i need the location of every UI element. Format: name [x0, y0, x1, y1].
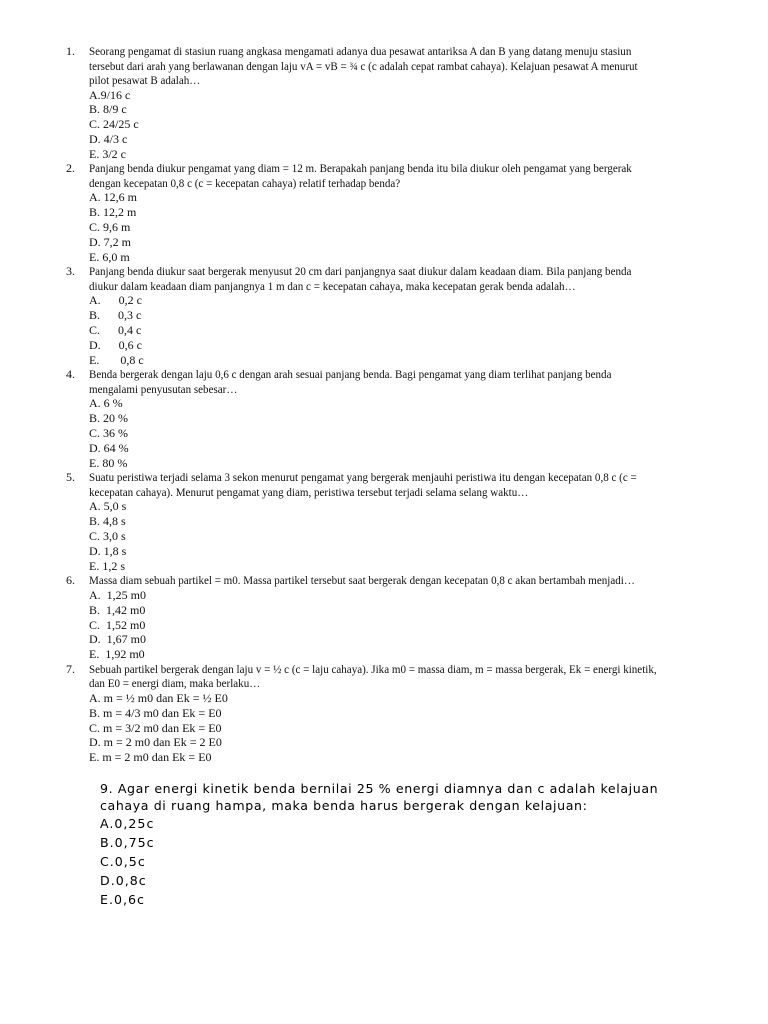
option-c: C. m = 3/2 m0 dan Ek = E0: [89, 720, 222, 735]
option-c: C. 24/25 c: [89, 117, 139, 132]
option-e: E. 6,0 m: [89, 249, 130, 264]
question-1: [0, 44, 768, 161]
option-e: E. 80 %: [89, 455, 128, 470]
option-a: A.0,25c: [100, 816, 155, 831]
question-2: [0, 161, 768, 264]
question-number: 7.: [66, 661, 75, 676]
question-number: 1.: [66, 44, 75, 58]
option-b: B. 0,3 c: [89, 308, 142, 323]
question-7: [0, 662, 768, 765]
answer-options: [89, 293, 768, 367]
option-e: E. m = 2 m0 dan Ek = E0: [89, 750, 212, 765]
option-a: A. 1,25 m0: [89, 587, 146, 602]
option-b: B. 1,42 m0: [89, 602, 146, 617]
question-number: 6.: [66, 573, 75, 588]
question-text: Suatu peristiwa terjadi selama 3 sekon menurut pengamat yang bergerak menjauhi peristiwa itu dengan kecepatan 0,8 c (c = kecepatan cahaya). Menurut pengamat yang diam, peristiwa tersebut terjadi selama selang waktu…: [89, 470, 637, 499]
option-d: D. 1,67 m0: [89, 632, 146, 647]
option-c: C. 1,52 m0: [89, 617, 146, 632]
question-3: [0, 264, 768, 367]
answer-options: [89, 88, 768, 162]
question-4: [0, 367, 768, 470]
option-d: D. 4/3 c: [89, 131, 128, 146]
question-text: Panjang benda diukur saat bergerak menyusut 20 cm dari panjangnya saat diukur dalam keadaan diam. Bila panjang benda diukur dalam keadaan diam panjangnya 1 m dan c = kecepatan cahaya, maka kecepatan gerak benda adalah…: [89, 264, 632, 293]
answer-options: [89, 588, 768, 662]
option-b: B. 8/9 c: [89, 102, 127, 117]
answer-options: [89, 190, 768, 264]
question-text: Panjang benda diukur pengamat yang diam = 12 m. Berapakah panjang benda itu bila diukur oleh pengamat yang bergerak dengan kecepatan 0,8 c (c = kecepatan cahaya) relatif terhadap benda?: [89, 161, 632, 190]
option-c: C. 3,0 s: [89, 529, 126, 544]
option-e: E. 3/2 c: [89, 146, 126, 161]
option-d: D. m = 2 m0 dan Ek = 2 E0: [89, 735, 222, 750]
question-text: Benda bergerak dengan laju 0,6 c dengan arah sesuai panjang benda. Bagi pengamat yang diam terlihat panjang benda mengalami penyusutan sebesar…: [89, 367, 612, 396]
question-list: [0, 44, 768, 765]
answer-options: [100, 814, 720, 909]
option-d: D. 64 %: [89, 440, 129, 455]
option-b: B. m = 4/3 m0 dan Ek = E0: [89, 705, 222, 720]
question-5: [0, 470, 768, 573]
option-a: A. 6 %: [89, 396, 123, 411]
question-text: Seorang pengamat di stasiun ruang angkasa mengamati adanya dua pesawat antariksa A dan B yang datang menuju stasiun tersebut dari arah yang berlawanan dengan laju vA = vB = ¾ c (c adalah cepat rambat cahaya). Kelajuan pesawat A menurut pilot pesawat B adalah…: [89, 44, 638, 87]
question-text: Sebuah partikel bergerak dengan laju v = ½ c (c = laju cahaya). Jika m0 = massa diam, m = massa bergerak, Ek = energi kinetik, dan E0 = energi diam, maka berlaku…: [89, 661, 657, 691]
option-c: C. 0,4 c: [89, 323, 142, 338]
answer-options: [89, 499, 768, 573]
option-a: A. 0,2 c: [89, 293, 142, 308]
question-text: 9. Agar energi kinetik benda bernilai 25 % energi diamnya dan c adalah kelajuan cahaya di ruang hampa, maka benda harus bergerak dengan kelajuan:: [100, 781, 659, 813]
answer-options: [89, 691, 768, 765]
option-b: B. 20 %: [89, 411, 128, 426]
question-number: 3.: [66, 264, 75, 279]
question-number: 2.: [66, 161, 75, 176]
option-a: A. 12,6 m: [89, 190, 137, 205]
option-d: D.0,8c: [100, 873, 147, 888]
option-a: A. m = ½ m0 dan Ek = ½ E0: [89, 690, 228, 705]
option-d: D. 7,2 m: [89, 234, 131, 249]
option-e: E.0,6c: [100, 892, 145, 907]
option-e: E. 1,2 s: [89, 558, 125, 573]
option-e: E. 0,8 c: [89, 352, 144, 367]
option-b: B.0,75c: [100, 835, 155, 850]
option-c: C.0,5c: [100, 854, 146, 869]
question-6: [0, 573, 768, 661]
question-number: 4.: [66, 367, 75, 382]
question-number: 5.: [66, 470, 75, 485]
answer-options: [89, 396, 768, 470]
option-b: B. 12,2 m: [89, 205, 137, 220]
option-b: B. 4,8 s: [89, 514, 126, 529]
option-c: C. 36 %: [89, 426, 128, 441]
option-d: D. 1,8 s: [89, 543, 127, 558]
option-d: D. 0,6 c: [89, 337, 142, 352]
option-e: E. 1,92 m0: [89, 647, 145, 662]
question-text: Massa diam sebuah partikel = m0. Massa partikel tersebut saat bergerak dengan kecepatan 0,8 c akan bertambah menjadi…: [89, 573, 635, 588]
option-c: C. 9,6 m: [89, 220, 131, 235]
option-a: A.9/16 c: [89, 87, 131, 102]
question-9: [100, 780, 720, 909]
option-a: A. 5,0 s: [89, 499, 127, 514]
